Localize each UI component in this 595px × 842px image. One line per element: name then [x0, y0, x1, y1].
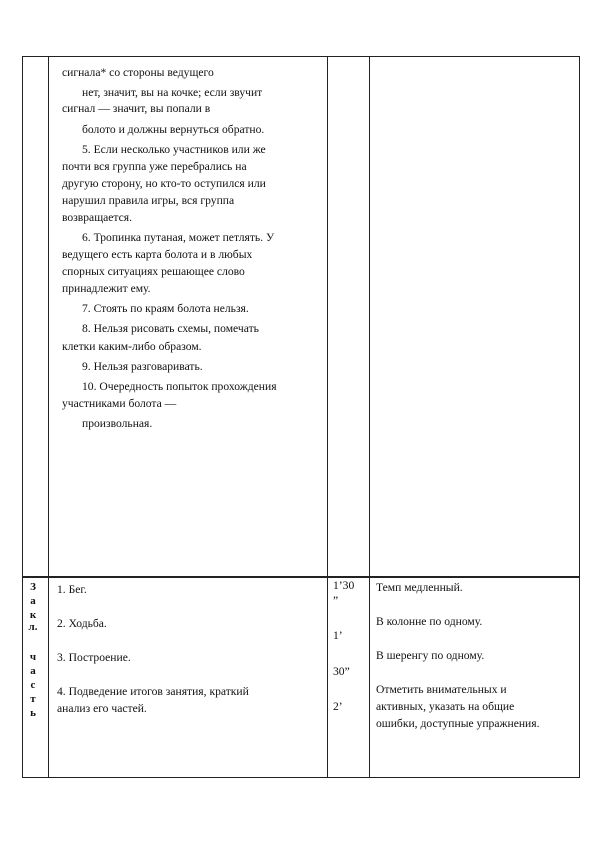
final-item: 3. Построение. [57, 651, 131, 664]
label-letter: а [30, 595, 36, 607]
label-letter: к [29, 609, 37, 621]
rules-line: 10. Очередность попыток прохождения [82, 380, 277, 393]
rules-line: нет, значит, вы на кочке; если звучит [82, 86, 263, 99]
rules-line: болото и должны вернуться обратно. [82, 123, 265, 136]
rules-line: спорных ситуациях решающее слово [62, 265, 245, 278]
rules-line: нарушил правила игры, вся группа [62, 194, 235, 207]
rules-line: сигнал — значит, вы попали в [62, 102, 211, 115]
label-letter: ь [30, 707, 36, 719]
rules-line: 5. Если несколько участников или же [82, 143, 266, 156]
label-letter: л [28, 621, 35, 633]
label-letter: с [30, 679, 36, 691]
rules-line: другую сторону, но кто-то оступился или [62, 177, 266, 190]
rules-line: возвращается. [62, 211, 132, 224]
duration-value: ” [333, 594, 339, 607]
rules-line: 6. Тропинка путаная, может петлять. У [82, 231, 275, 244]
table-border-bottom [22, 777, 580, 778]
table-border-left [22, 56, 23, 778]
rules-line: произвольная. [82, 417, 153, 430]
duration-value: 1’ [333, 629, 343, 642]
note-line: ошибки, доступные упражнения. [376, 717, 540, 730]
final-item: 1. Бег. [57, 583, 87, 596]
column-divider-2 [327, 56, 328, 778]
label-letter: т [30, 693, 36, 705]
table-border-right [579, 56, 580, 778]
duration-value: 2’ [333, 700, 343, 713]
column-divider-3 [369, 56, 370, 778]
final-item: анализ его частей. [57, 702, 147, 715]
note-line: Отметить внимательных и [376, 683, 507, 696]
table-row-divider [22, 576, 580, 578]
final-part-label [27, 581, 39, 719]
note-line: Темп медленный. [376, 581, 463, 594]
label-letter: а [30, 665, 36, 677]
label-letter: . [34, 621, 38, 633]
rules-line: ведущего есть карта болота и в любых [62, 248, 253, 261]
rules-line: почти вся группа уже перебрались на [62, 160, 247, 173]
column-divider-1 [48, 56, 49, 778]
rules-line: 8. Нельзя рисовать схемы, помечать [82, 322, 259, 335]
table-border-top [22, 56, 580, 57]
rules-line: принадлежит ему. [62, 282, 151, 295]
final-item: 2. Ходьба. [57, 617, 107, 630]
note-line: В колонне по одному. [376, 615, 483, 628]
note-line: В шеренгу по одному. [376, 649, 485, 662]
rules-line: 7. Стоять по краям болота нельзя. [82, 302, 249, 315]
label-letter: З [30, 581, 36, 593]
rules-line: участниками болота — [62, 397, 177, 410]
rules-line: клетки каким-либо образом. [62, 340, 202, 353]
label-letter: ч [29, 651, 37, 663]
duration-value: 30” [333, 665, 350, 678]
note-line: активных, указать на общие [376, 700, 515, 713]
rules-line: сигнала* со стороны ведущего [62, 66, 214, 79]
rules-line: 9. Нельзя разговаривать. [82, 360, 203, 373]
final-item: 4. Подведение итогов занятия, краткий [57, 685, 249, 698]
duration-value: 1’30 [333, 579, 355, 592]
